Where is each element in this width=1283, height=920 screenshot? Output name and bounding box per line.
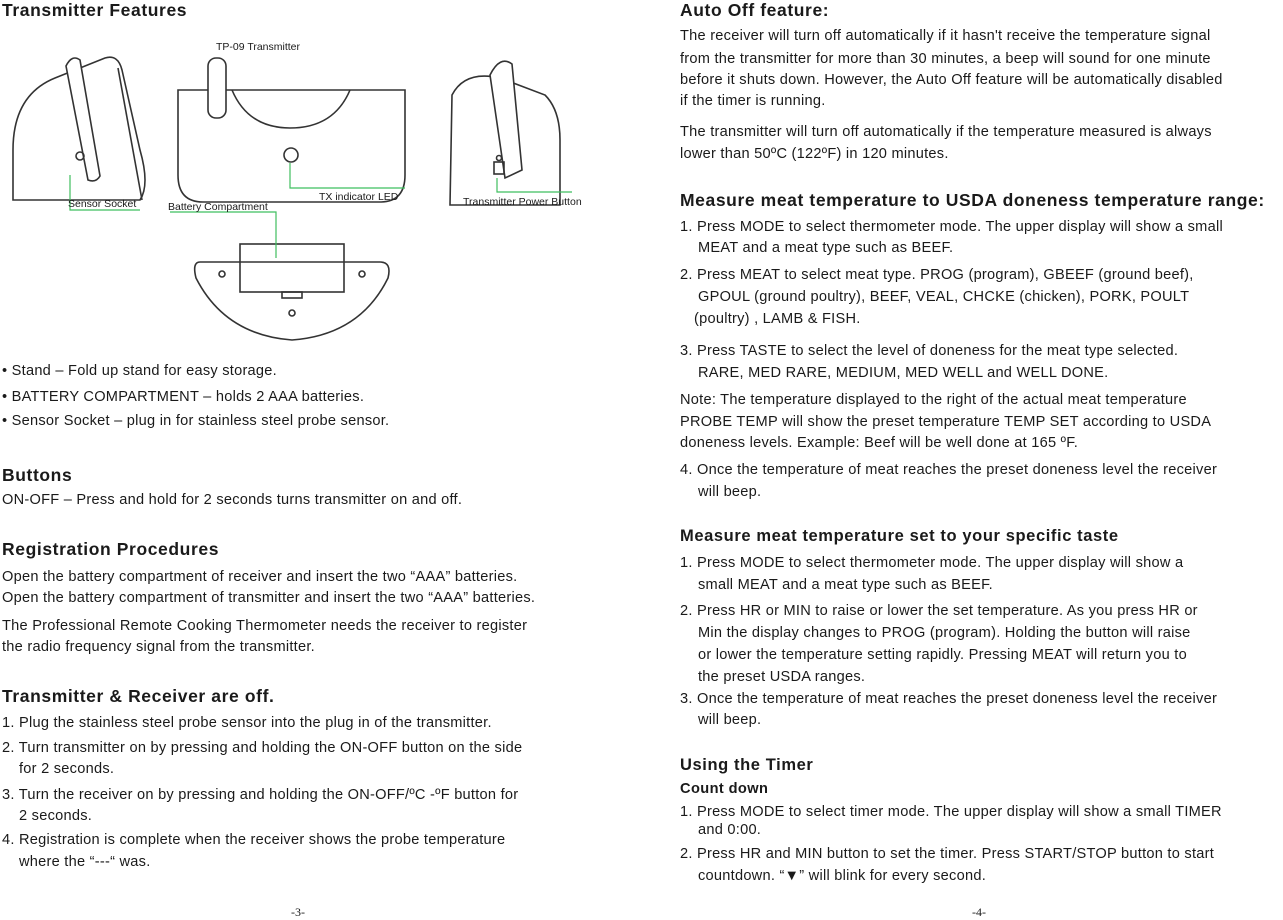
taste-line: Min the display changes to PROG (program). Holding the button will raise [698, 625, 1191, 641]
battery-label: Battery Compartment [168, 201, 268, 213]
buttons-heading: Buttons [2, 465, 73, 485]
auto-off-line: if the timer is running. [680, 93, 826, 109]
taste-line: 1. Press MODE to select thermometer mode. The upper display will show a [680, 555, 1184, 571]
taste-line: small MEAT and a meat type such as BEEF. [698, 577, 993, 593]
registration-para: the radio frequency signal from the transmitter. [2, 639, 315, 655]
bullet-battery: • BATTERY COMPARTMENT – holds 2 AAA batteries. [2, 389, 365, 405]
auto-off-line: The receiver will turn off automatically if it hasn't receive the temperature signal [680, 28, 1211, 44]
usda-note-line: PROBE TEMP will show the preset temperature TEMP SET according to USDA [680, 414, 1212, 430]
tx-led-label: TX indicator LED [319, 191, 399, 203]
tx-led-callout [290, 163, 405, 188]
usda-line: will beep. [698, 484, 762, 500]
step-line: 1. Plug the stainless steel probe sensor into the plug in of the transmitter. [2, 715, 492, 731]
page-number-right: -4- [972, 905, 986, 919]
antenna-icon [208, 58, 226, 118]
usda-note-line: Note: The temperature displayed to the right of the actual meat temperature [680, 392, 1187, 408]
taste-line: will beep. [698, 712, 762, 728]
step-line: 3. Turn the receiver on by pressing and holding the ON-OFF/ºC -ºF button for [2, 787, 519, 803]
bottom-view [195, 262, 389, 340]
bullet-stand: • Stand – Fold up stand for easy storage. [2, 363, 277, 379]
timer-line: and 0:00. [698, 822, 762, 838]
taste-line: 3. Once the temperature of meat reaches the preset doneness level the receiver [680, 691, 1218, 707]
battery-compartment-icon [240, 244, 344, 292]
diagram-caption: TP-09 Transmitter [216, 41, 301, 53]
timer-line: 1. Press MODE to select timer mode. The upper display will show a small TIMER [680, 804, 1222, 820]
usda-line: 2. Press MEAT to select meat type. PROG (program), GBEEF (ground beef), [680, 267, 1194, 283]
timer-heading: Using the Timer [680, 756, 814, 774]
usda-line: GPOUL (ground poultry), BEEF, VEAL, CHCKE (chicken), PORK, POULT [698, 289, 1190, 305]
taste-line: 2. Press HR or MIN to raise or lower the set temperature. As you press HR or [680, 603, 1198, 619]
sensor-socket-label: Sensor Socket [68, 198, 137, 210]
transmitter-diagram [0, 0, 620, 360]
usda-line: 1. Press MODE to select thermometer mode. The upper display will show a small [680, 219, 1223, 235]
registration-line: Open the battery compartment of receiver and insert the two “AAA” batteries. [2, 569, 518, 585]
step-line: for 2 seconds. [19, 761, 115, 777]
auto-off-line: before it shuts down. However, the Auto Off feature will be automatically disabled [680, 72, 1223, 88]
timer-line: 2. Press HR and MIN button to set the timer. Press START/STOP button to start [680, 846, 1215, 862]
usda-line: RARE, MED RARE, MEDIUM, MED WELL and WELL DONE. [698, 365, 1109, 381]
usda-line: MEAT and a meat type such as BEEF. [698, 240, 954, 256]
step-line: where the “---“ was. [19, 854, 151, 870]
step-line: 2 seconds. [19, 808, 93, 824]
registration-heading: Registration Procedures [2, 539, 220, 559]
taste-heading: Measure meat temperature set to your specific taste [680, 527, 1119, 545]
auto-off-line: from the transmitter for more than 30 minutes, a beep will sound for one minute [680, 51, 1211, 67]
battery-callout [170, 212, 276, 258]
transmitter-features-heading: Transmitter Features [2, 0, 188, 20]
usda-note-line: doneness levels. Example: Beef will be well done at 165 ºF. [680, 435, 1079, 451]
page-number-left: -3- [291, 905, 305, 919]
step-line: 4. Registration is complete when the receiver shows the probe temperature [2, 832, 506, 848]
taste-line: or lower the temperature setting rapidly. Pressing MEAT will return you to [698, 647, 1187, 663]
stand-right-icon [490, 61, 522, 178]
tx-led-icon [284, 148, 298, 162]
timer-line: countdown. “▼” will blink for every second. [698, 868, 986, 884]
power-button-label: Transmitter Power Button [463, 196, 582, 208]
countdown-heading: Count down [680, 781, 769, 797]
registration-line: Open the battery compartment of transmitter and insert the two “AAA” batteries. [2, 590, 536, 606]
usda-line: (poultry) , LAMB & FISH. [694, 311, 861, 327]
taste-line: the preset USDA ranges. [698, 669, 866, 685]
bullet-sensor: • Sensor Socket – plug in for stainless steel probe sensor. [2, 413, 390, 429]
buttons-text: ON-OFF – Press and hold for 2 seconds turns transmitter on and off. [2, 492, 463, 508]
off-heading: Transmitter & Receiver are off. [2, 686, 275, 706]
auto-off-line: lower than 50ºC (122ºF) in 120 minutes. [680, 146, 949, 162]
usda-line: 4. Once the temperature of meat reaches the preset doneness level the receiver [680, 462, 1218, 478]
registration-para: The Professional Remote Cooking Thermometer needs the receiver to register [2, 618, 528, 634]
usda-heading: Measure meat temperature to USDA doneness temperature range: [680, 190, 1265, 210]
stand-icon [66, 58, 100, 181]
auto-off-heading: Auto Off feature: [680, 0, 830, 20]
usda-line: 3. Press TASTE to select the level of doneness for the meat type selected. [680, 343, 1179, 359]
auto-off-line: The transmitter will turn off automatically if the temperature measured is always [680, 124, 1212, 140]
step-line: 2. Turn transmitter on by pressing and holding the ON-OFF button on the side [2, 740, 523, 756]
